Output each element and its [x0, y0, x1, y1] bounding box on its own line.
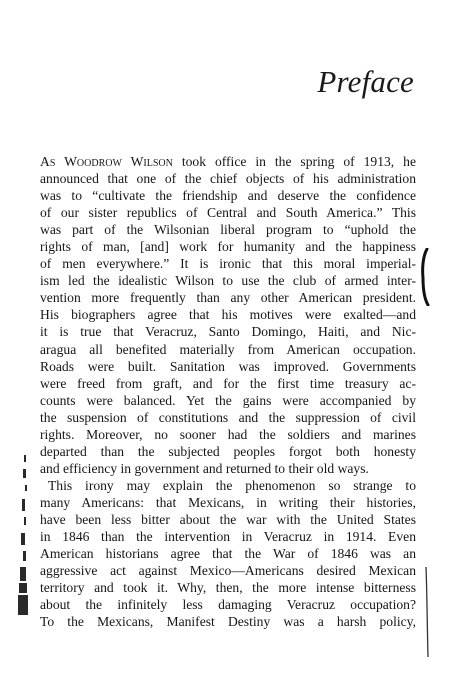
text-line: have been less bitter about the war with the United States: [40, 511, 416, 527]
text-line: aragua all benefited materially from American occupation.: [40, 341, 416, 357]
paragraph-1: [40, 153, 416, 477]
text-line: announced that one of the chief objects of his administration: [40, 171, 416, 187]
text-line: and efficiency in government and returned to their old ways.: [40, 460, 369, 476]
text-line: Roads were built. Sanitation was improved. Governments: [40, 358, 416, 374]
paragraph-2: [40, 477, 416, 630]
text-line: rights. Moreover, no sooner had the soldiers and marines: [40, 426, 416, 442]
text-line: territory and took it. Why, then, the more intense bitterness: [40, 580, 416, 596]
margin-bracket-mark: [420, 248, 430, 306]
text-line: were freed from graft, and for the first time treasury ac-: [40, 375, 416, 391]
text-line: ism led the idealistic Wilson to use the club of armed inter-: [40, 273, 416, 289]
text-line: This irony may explain the phenomenon so strange to: [48, 477, 416, 493]
line-text: took office in the spring of 1913, he: [172, 154, 416, 169]
text-line: of our sister republics of Central and South America.” This: [40, 205, 416, 221]
text-line: was part of the Wilsonian liberal program to “uphold the: [40, 222, 416, 238]
text-line: was to “cultivate the friendship and deserve the confidence: [40, 188, 416, 204]
text-line: His biographers agree that his motives were exalted—and: [40, 307, 416, 323]
text-line: departed than the subjected peoples forgot both honesty: [40, 443, 416, 459]
text-line: aggressive act against Mexico—Americans desired Mexican: [40, 563, 416, 579]
text-line: of men everywhere.” It is ironic that this moral imperial-: [40, 256, 416, 272]
body-text: [40, 153, 416, 630]
opening-small-caps: As Woodrow Wilson: [40, 154, 173, 169]
text-line: American historians agree that the War of 1846 was an: [40, 546, 416, 562]
text-line: To the Mexicans, Manifest Destiny was a harsh policy,: [40, 614, 416, 630]
page-title: Preface: [317, 64, 414, 99]
text-line: the suspension of constitutions and the suppression of civil: [40, 409, 416, 425]
text-line: it is true that Veracruz, Santo Domingo, Haiti, and Nic-: [40, 324, 416, 340]
text-line: rights of man, [and] work for humanity and the happiness: [40, 239, 416, 255]
text-line: counts were balanced. Yet the gains were accompanied by: [40, 392, 416, 408]
margin-line-mark: [424, 566, 430, 658]
text-line: [40, 153, 416, 170]
text-line: in 1846 than the intervention in Veracruz in 1914. Even: [40, 529, 416, 545]
binding-edge-shadow: [14, 455, 30, 615]
text-line: many Americans: that Mexicans, in writing their histories,: [40, 494, 416, 510]
text-line: about the infinitely less damaging Veracruz occupation?: [40, 597, 416, 613]
text-line: vention more frequently than any other American president.: [40, 290, 416, 306]
